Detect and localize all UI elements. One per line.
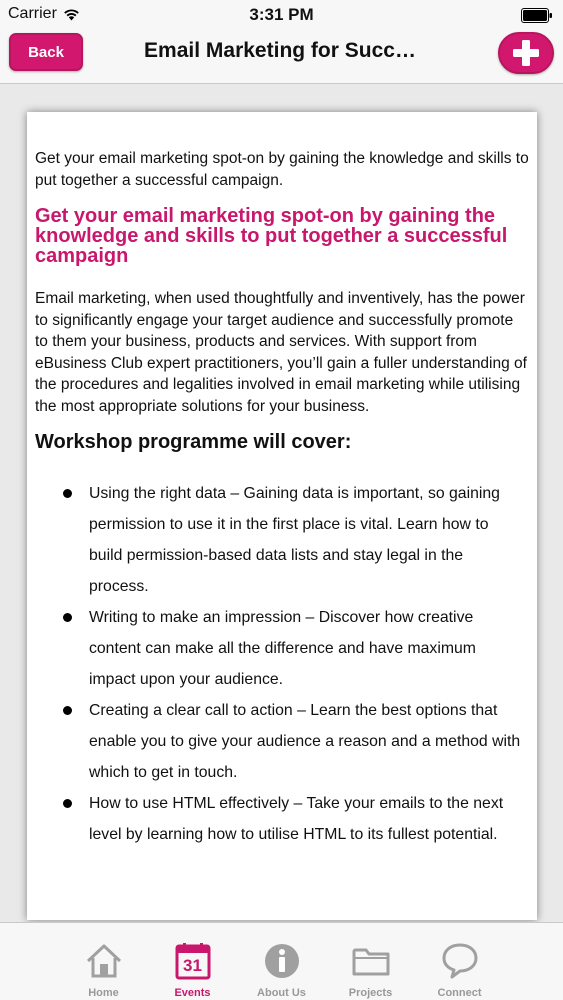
battery-icon [521,8,553,23]
page-title: Email Marketing for Succ… [144,39,416,62]
list-item [35,602,529,695]
programme-heading: Workshop programme will cover: [35,431,352,453]
intro-text: Get your email marketing spot-on by gaining the knowledge and skills to put together a successful campaign. [35,150,529,189]
tab-label: Connect [437,987,482,999]
speech-bubble-icon [440,941,480,981]
navigation-bar [0,30,563,84]
bullet-icon [63,706,72,715]
content-heading: Get your email marketing spot-on by gaining the knowledge and skills to put together a successful campaign [35,205,508,267]
calendar-day: 31 [183,956,202,975]
list-item-text: Creating a clear call to action – Learn the best options that enable you to give your audience a reason and a method with which to get in touch. [89,702,521,781]
tab-label: About Us [257,987,306,999]
bullet-icon [63,613,72,622]
list-item [35,695,529,788]
list-item [35,478,529,602]
folder-icon [351,941,391,981]
status-bar [0,0,563,30]
tab-about-us[interactable] [237,923,326,1000]
calendar-icon [173,941,213,981]
tab-connect[interactable] [415,923,504,1000]
back-button[interactable]: Back [9,33,83,71]
home-icon [84,941,124,981]
carrier-label: Carrier [8,5,57,22]
list-item-text: Writing to make an impression – Discover how creative content can make all the difference and have maximum impact upon your audience. [89,609,476,688]
info-icon [262,941,302,981]
tab-label: Home [88,987,119,999]
tab-bar [0,922,563,1000]
tab-home[interactable] [59,923,148,1000]
status-time: 3:31 PM [249,5,314,24]
tab-projects[interactable] [326,923,415,1000]
event-description-card[interactable] [27,112,537,920]
list-item [35,788,529,850]
programme-list [35,478,529,850]
body-text: Email marketing, when used thoughtfully and inventively, has the power to significantly engage your target audience and successfully promote to them your business, products and services. With support from eBusiness Club expert practitioners, you’ll gain a fuller understanding of the procedures and legalities involved in email marketing while utilising the most appropriate solutions for your business. [35,290,527,415]
plus-icon [511,38,541,68]
bullet-icon [63,489,72,498]
tab-label: Projects [348,987,393,999]
tab-events[interactable] [148,923,237,1000]
bullet-icon [63,799,72,808]
tab-label: Events [174,987,211,999]
list-item-text: How to use HTML effectively – Take your emails to the next level by learning how to utilise HTML to its fullest potential. [89,795,504,843]
list-item-text: Using the right data – Gaining data is important, so gaining permission to use it in the first place is vital. Learn how to build permission-based data lists and stay legal in the process. [89,485,500,595]
add-button[interactable] [498,32,554,74]
